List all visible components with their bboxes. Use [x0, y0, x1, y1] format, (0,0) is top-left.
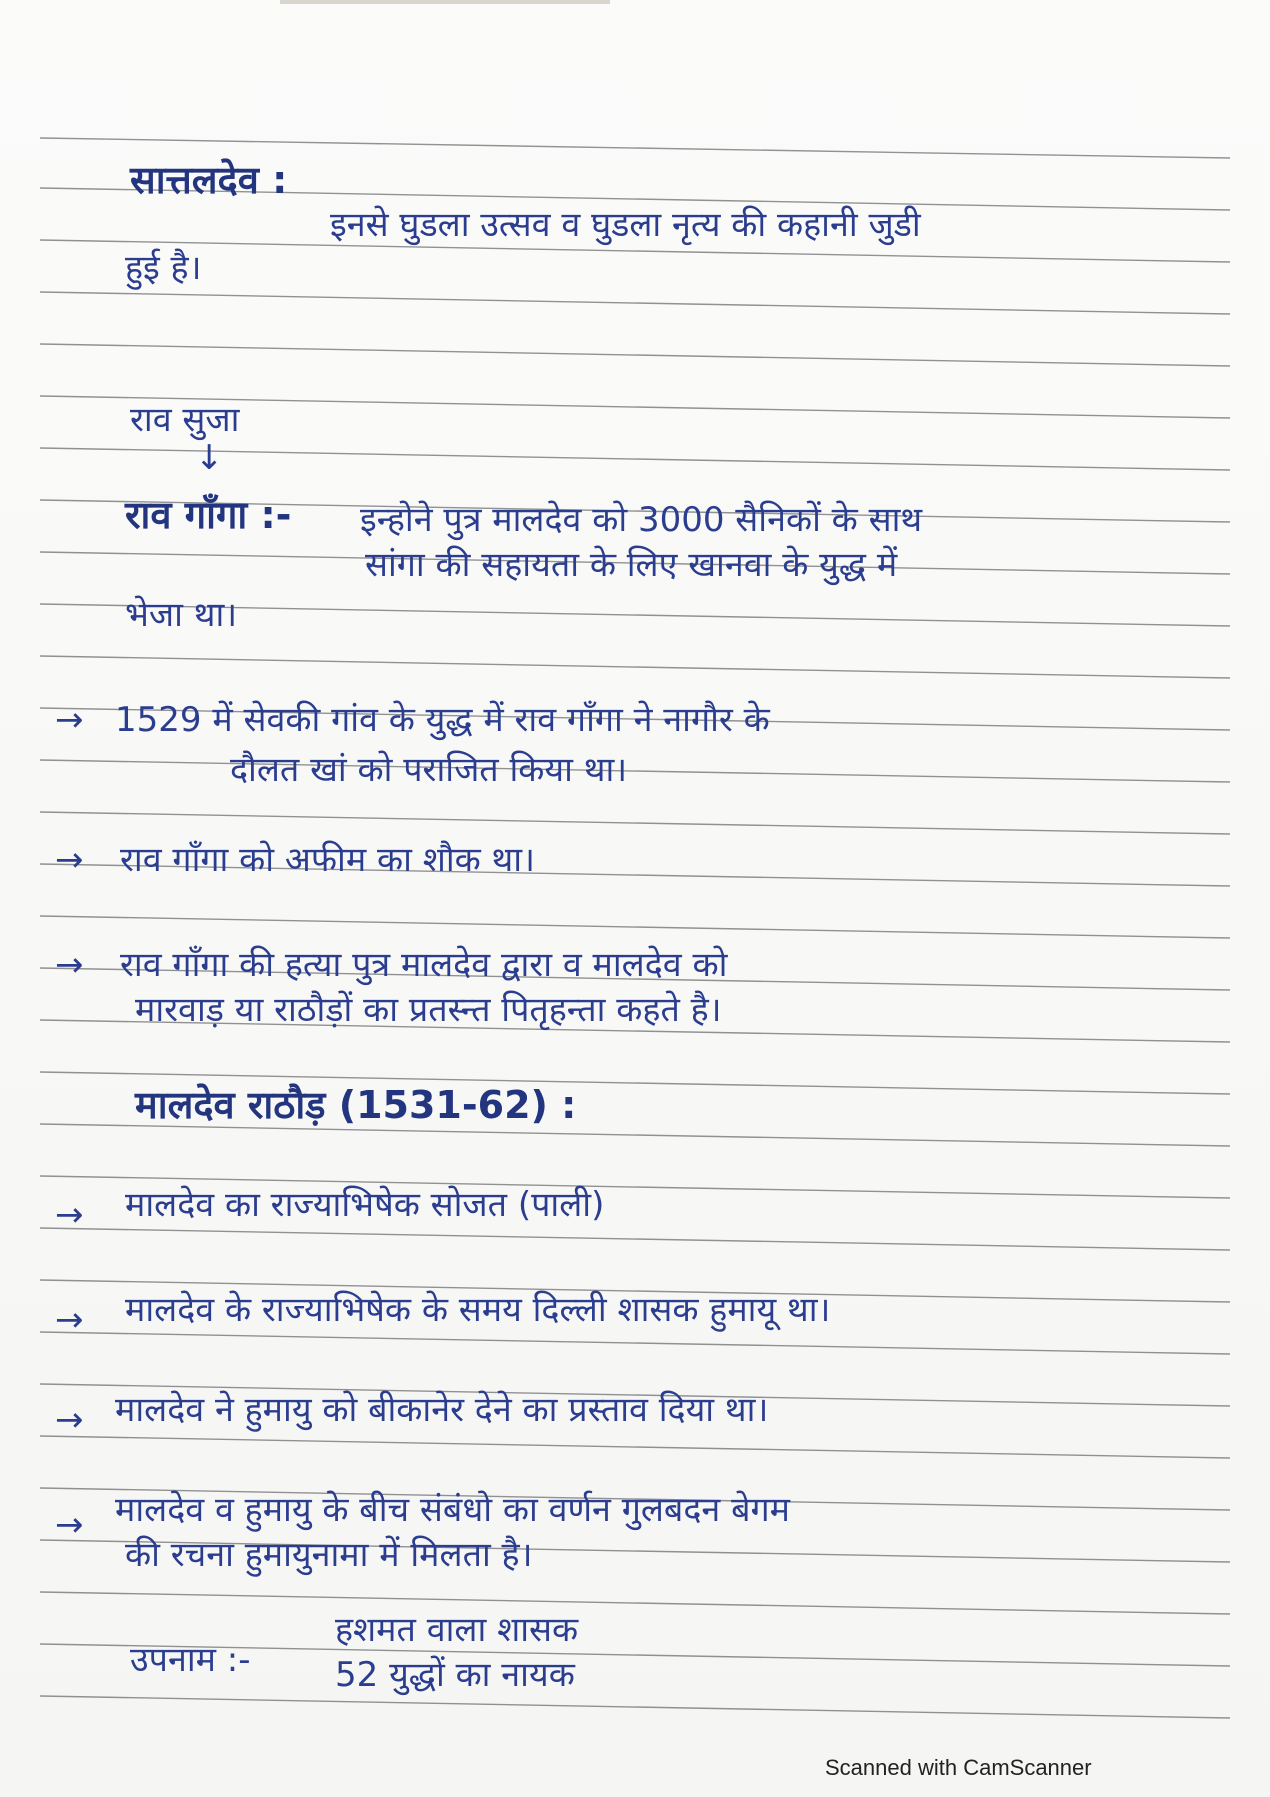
- heading-upnaam: उपनाम :-: [130, 1640, 251, 1680]
- heading-satal-dev: सात्तलदेव :: [130, 158, 288, 202]
- note-line-18: हशमत वाला शासक: [335, 1610, 579, 1650]
- note-line-15: मालदेव ने हुमायु को बीकानेर देने का प्रस्ताव दिया था।: [115, 1390, 769, 1430]
- note-line-10: राव गाँगा की हत्या पुत्र मालदेव द्वारा व मालदेव को: [120, 945, 728, 985]
- note-line-11: मारवाड़ या राठौड़ों का प्रतस्न्त पितृहन्ता कहते है।: [135, 990, 722, 1030]
- bullet-arrow-icon: →: [55, 840, 84, 880]
- note-line-7: 1529 में सेवकी गांव के युद्ध में राव गाँगा ने नागौर के: [115, 700, 770, 740]
- note-line-16: मालदेव व हुमायु के बीच संबंधो का वर्णन गुलबदन बेगम: [115, 1490, 790, 1530]
- heading-rao-ganga: राव गाँगा :-: [125, 493, 292, 537]
- note-line-9: राव गाँगा को अफीम का शौक था।: [120, 840, 535, 880]
- note-line-13: मालदेव का राज्याभिषेक सोजत (पाली): [125, 1185, 605, 1225]
- note-line-6: भेजा था।: [125, 595, 238, 635]
- note-line-1: इनसे घुडला उत्सव व घुडला नृत्य की कहानी जुडी: [330, 205, 921, 245]
- scanner-watermark: Scanned with CamScanner: [825, 1755, 1092, 1780]
- note-line-17: की रचना हुमायुनामा में मिलता है।: [125, 1535, 533, 1575]
- bullet-arrow-icon: →: [55, 945, 84, 985]
- bullet-arrow-icon: →: [55, 700, 84, 740]
- note-line-4: इन्होने पुत्र मालदेव को 3000 सैनिकों के साथ: [360, 500, 923, 540]
- note-line-19: 52 युद्धों का नायक: [335, 1655, 575, 1695]
- heading-maldev-rathore: मालदेव राठौड़ (1531-62) :: [135, 1083, 577, 1127]
- bullet-arrow-icon: →: [55, 1505, 84, 1545]
- bullet-arrow-icon: →: [55, 1300, 84, 1340]
- bullet-arrow-icon: →: [55, 1195, 84, 1235]
- note-line-14: मालदेव के राज्याभिषेक के समय दिल्ली शासक हुमायू था।: [125, 1290, 831, 1330]
- down-arrow-icon: ↓: [195, 438, 224, 478]
- bullet-arrow-icon: →: [55, 1400, 84, 1440]
- note-rao-suja: राव सुजा: [130, 400, 240, 440]
- note-line-8: दौलत खां को पराजित किया था।: [230, 750, 628, 790]
- note-line-2: हुई है।: [125, 248, 202, 288]
- note-line-5: सांगा की सहायता के लिए खानवा के युद्ध में: [365, 545, 898, 585]
